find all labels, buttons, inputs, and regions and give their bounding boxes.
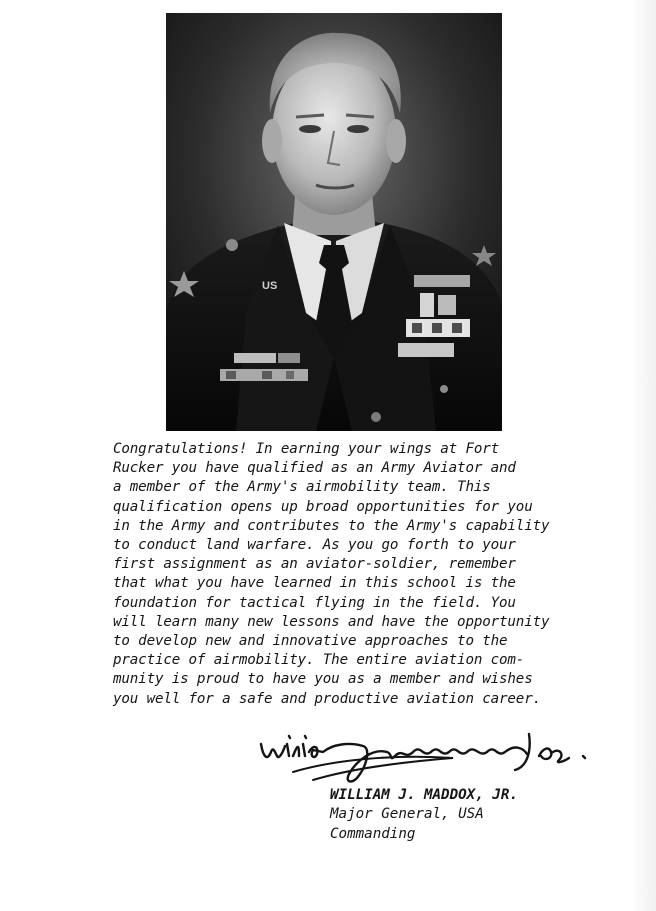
letter-line: to conduct land warfare. As you go forth to your xyxy=(113,537,516,554)
letter-line: practice of airmobility. The entire aviation com- xyxy=(113,652,525,669)
letter-line: a member of the Army's airmobility team. This xyxy=(113,479,491,496)
letter-line: first assignment as an aviator-soldier, remember xyxy=(113,556,516,573)
letter-line: qualification opens up broad opportunities for you xyxy=(113,498,533,515)
letter-line: Congratulations! In earning your wings at Fort xyxy=(113,441,500,457)
collar-us-insignia: US xyxy=(262,280,278,292)
letter-line: to develop new and innovative approaches to the xyxy=(113,633,508,650)
signer-title: Commanding xyxy=(330,825,416,842)
letter-line: will learn many new lessons and have the opportunity xyxy=(113,613,550,630)
signer-rank: Major General, USA xyxy=(330,806,484,823)
congratulations-letter xyxy=(113,440,628,709)
letter-line: you well for a safe and productive aviation career. xyxy=(113,690,541,707)
letter-line: in the Army and contributes to the Army's capability xyxy=(113,517,550,534)
letter-line: Rucker you have qualified as an Army Aviator and xyxy=(113,460,516,477)
signature-block xyxy=(330,786,518,844)
letter-line: munity is proud to have you as a member and wishes xyxy=(113,671,533,688)
signer-name: WILLIAM J. MADDOX, JR. xyxy=(330,787,518,803)
portrait-illustration xyxy=(166,13,502,431)
letter-line: foundation for tactical flying in the field. You xyxy=(113,594,516,611)
letter-line: that what you have learned in this school is the xyxy=(113,575,516,592)
page-edge-shadow xyxy=(630,0,656,911)
portrait-photo xyxy=(166,13,502,431)
handwritten-signature xyxy=(253,722,613,788)
